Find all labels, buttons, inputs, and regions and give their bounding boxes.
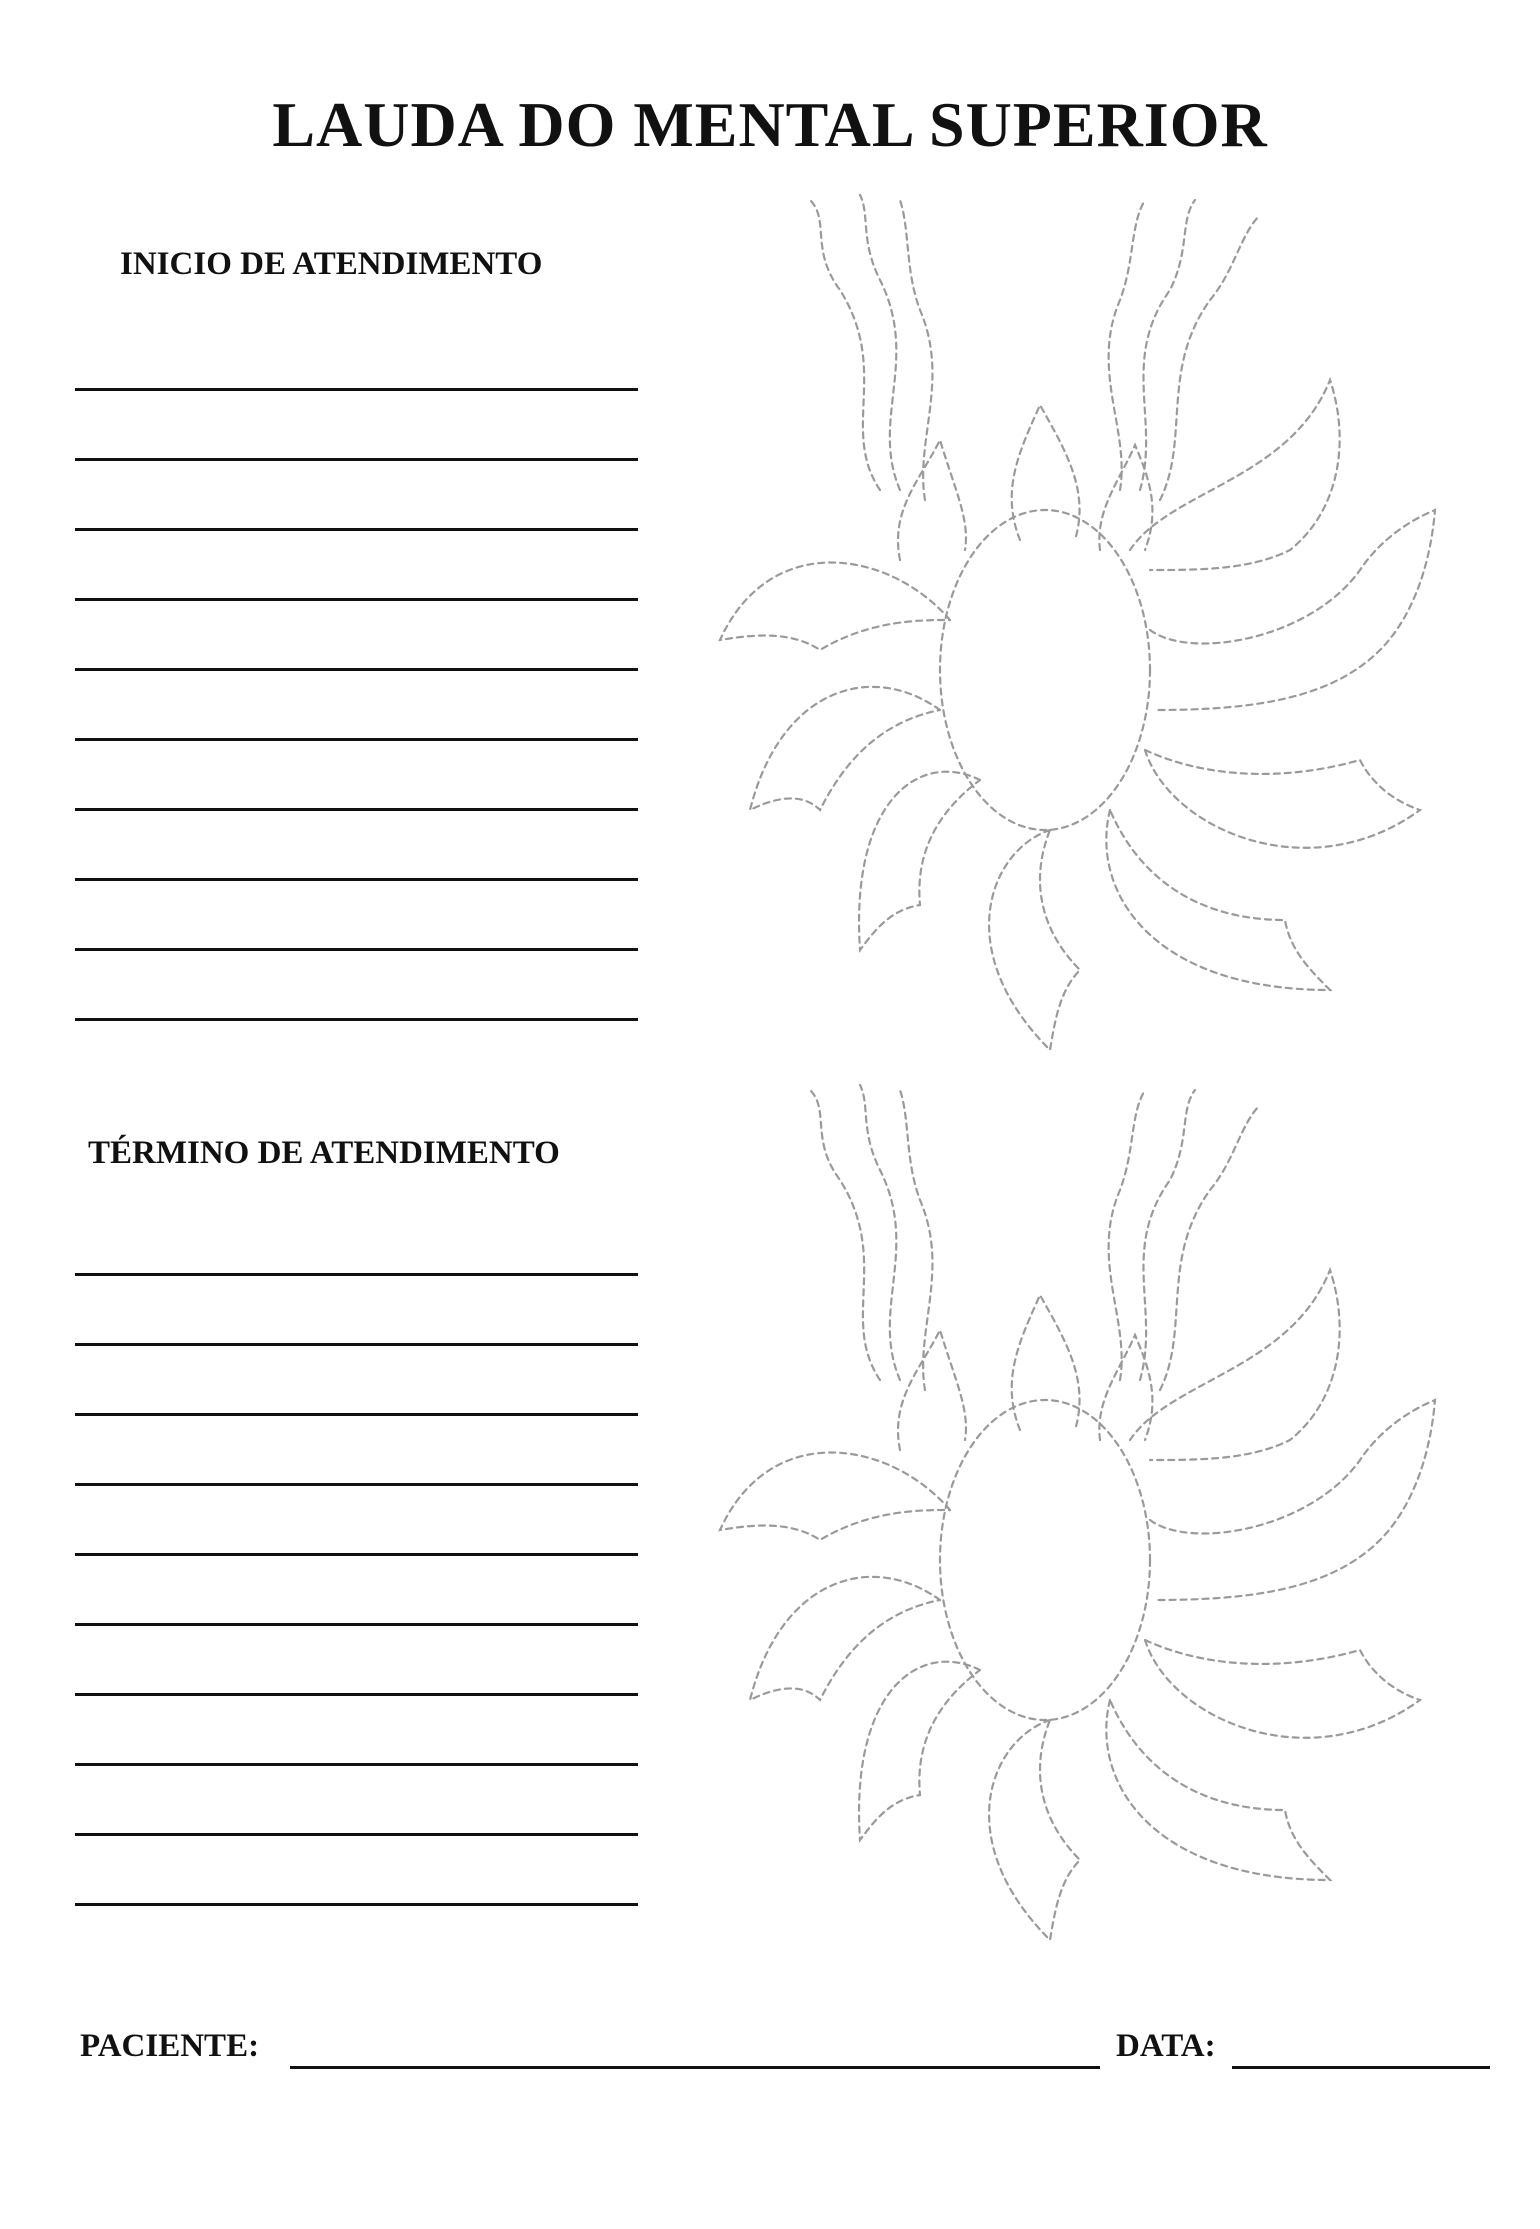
lotus-flower-icon: [690, 190, 1470, 1060]
writing-line[interactable]: [75, 1273, 638, 1276]
writing-line[interactable]: [75, 668, 638, 671]
start-writing-lines: [75, 388, 638, 1088]
writing-line[interactable]: [75, 1413, 638, 1416]
writing-line[interactable]: [75, 598, 638, 601]
writing-line[interactable]: [75, 1018, 638, 1021]
form-footer: [80, 2028, 1500, 2078]
writing-line[interactable]: [75, 1553, 638, 1556]
start-section-heading: INICIO DE ATENDIMENTO: [120, 246, 543, 282]
lotus-flower-icon: [690, 1080, 1470, 1950]
writing-line[interactable]: [75, 388, 638, 391]
page-title: LAUDA DO MENTAL SUPERIOR: [272, 89, 1268, 160]
writing-line[interactable]: [75, 1693, 638, 1696]
writing-line[interactable]: [75, 1623, 638, 1626]
date-field-line[interactable]: [1232, 2066, 1490, 2069]
end-writing-lines: [75, 1273, 638, 1973]
patient-label: PACIENTE:: [80, 2028, 260, 2064]
patient-field-line[interactable]: [290, 2066, 1100, 2069]
writing-line[interactable]: [75, 1343, 638, 1346]
writing-line[interactable]: [75, 948, 638, 951]
lotus-flower-illustration-top: [690, 190, 1470, 1060]
writing-line[interactable]: [75, 1483, 638, 1486]
date-label: DATA:: [1116, 2028, 1216, 2064]
writing-line[interactable]: [75, 1903, 638, 1906]
writing-line[interactable]: [75, 458, 638, 461]
lotus-flower-illustration-bottom: [690, 1080, 1470, 1950]
end-section-heading: TÉRMINO DE ATENDIMENTO: [88, 1135, 560, 1171]
writing-line[interactable]: [75, 1833, 638, 1836]
writing-line[interactable]: [75, 808, 638, 811]
writing-line[interactable]: [75, 528, 638, 531]
writing-line[interactable]: [75, 738, 638, 741]
writing-line[interactable]: [75, 1763, 638, 1766]
writing-line[interactable]: [75, 878, 638, 881]
